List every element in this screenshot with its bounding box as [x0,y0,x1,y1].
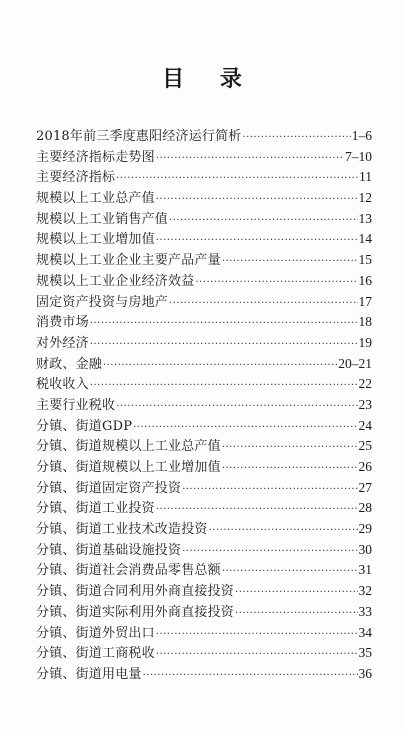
toc-leader-dots [156,500,358,519]
toc-entry[interactable] [36,188,372,209]
toc-entry-page: 35 [358,645,372,661]
toc-entry-page: 32 [358,583,372,599]
toc-leader-dots [222,252,358,271]
toc-leader-dots [169,211,357,230]
toc-entry-page: 33 [358,603,372,619]
table-of-contents [36,126,372,685]
toc-entry-label: 分镇、街道社会消费品零售总额 [36,563,221,579]
toc-entry[interactable] [36,333,372,354]
page-title: 目 录 [162,67,256,92]
toc-leader-dots [222,438,358,457]
toc-entry-label: 分镇、街道GDP [36,418,133,434]
toc-entry-page: 30 [358,541,372,557]
toc-entry-label: 分镇、街道工商税收 [36,646,155,662]
toc-leader-dots [90,376,358,395]
toc-entry[interactable] [36,519,372,540]
toc-entry-label: 规模以上工业企业主要产品产量 [36,253,221,269]
toc-entry-label: 2018年前三季度惠阳经济运行简析 [36,129,242,144]
toc-entry-page: 36 [358,665,372,681]
toc-entry-page: 16 [358,272,372,288]
toc-entry[interactable] [36,560,372,581]
toc-leader-dots [195,273,357,292]
toc-entry-page: 12 [358,190,372,206]
toc-entry-page: 29 [358,521,372,537]
toc-entry[interactable] [36,478,372,499]
toc-entry-page: 15 [358,252,372,268]
toc-entry-label: 税收收入 [36,377,89,393]
toc-entry-page: 14 [358,231,372,247]
toc-entry-label: 规模以上工业企业经济效益 [36,273,195,289]
toc-entry-label: 主要经济指标 [36,170,116,186]
toc-entry[interactable] [36,147,372,168]
toc-leader-dots [116,397,357,416]
toc-entry-page: 26 [358,459,372,474]
toc-leader-dots [182,542,357,561]
toc-entry-page: 31 [358,562,372,578]
toc-entry[interactable] [36,623,372,644]
toc-entry[interactable] [36,498,372,519]
toc-entry[interactable] [36,209,372,230]
toc-leader-dots [242,128,350,147]
toc-entry-label: 规模以上工业增加值 [36,232,155,248]
toc-leader-dots [169,294,357,313]
toc-entry-page: 7–10 [345,148,372,164]
toc-entry[interactable] [36,250,372,271]
toc-leader-dots [209,521,358,540]
toc-entry-page: 11 [359,169,372,185]
toc-entry[interactable] [36,354,372,375]
toc-entry[interactable] [36,374,372,395]
toc-entry-label: 消费市场 [36,315,89,331]
toc-leader-dots [90,335,358,354]
toc-entry-page: 13 [358,210,372,226]
toc-leader-dots [156,190,358,209]
toc-entry-label: 分镇、街道工业技术改造投资 [36,522,208,538]
toc-entry-page: 19 [358,334,372,350]
toc-leader-dots [156,231,358,250]
toc-entry-page: 17 [358,293,372,309]
toc-entry-page: 20–21 [338,355,372,371]
toc-entry[interactable] [36,457,372,478]
toc-entry-label: 分镇、街道用电量 [36,666,142,682]
toc-entry[interactable] [36,312,372,333]
toc-entry-label: 分镇、街道工业投资 [36,501,155,517]
toc-entry-label: 规模以上工业销售产值 [36,211,169,227]
toc-leader-dots [90,314,358,333]
toc-leader-dots [156,645,358,664]
toc-entry[interactable] [36,581,372,602]
toc-entry-page: 23 [358,396,372,412]
toc-entry-label: 分镇、街道规模以上工业增加值 [36,460,221,475]
toc-entry[interactable] [36,602,372,623]
toc-leader-dots [116,169,358,188]
toc-entry[interactable] [36,643,372,664]
toc-entry[interactable] [36,292,372,313]
toc-entry[interactable] [36,540,372,561]
toc-leader-dots [235,604,357,623]
toc-leader-dots [156,149,344,168]
toc-entry-label: 分镇、街道合同利用外商直接投资 [36,584,235,600]
toc-entry[interactable] [36,271,372,292]
toc-entry-page: 25 [358,438,372,454]
toc-entry-label: 分镇、街道外贸出口 [36,625,155,641]
toc-entry-label: 主要行业税收 [36,397,116,413]
toc-entry-label: 分镇、街道实际利用外商直接投资 [36,604,235,620]
toc-entry-label: 规模以上工业总产值 [36,191,155,207]
toc-entry-label: 对外经济 [36,335,89,351]
toc-leader-dots [143,666,358,685]
toc-entry-page: 22 [358,376,372,392]
toc-entry-label: 财政、金融 [36,356,103,372]
toc-entry-page: 24 [358,417,372,433]
toc-entry[interactable] [36,416,372,437]
toc-leader-dots [156,625,358,644]
toc-entry-label: 固定资产投资与房地产 [36,294,169,310]
toc-leader-dots [182,480,357,499]
toc-entry-page: 34 [358,624,372,640]
toc-leader-dots [222,459,358,478]
toc-entry-label: 分镇、街道固定资产投资 [36,480,182,496]
toc-entry-label: 主要经济指标走势图 [36,149,155,165]
toc-entry[interactable] [36,229,372,250]
toc-leader-dots [133,418,357,437]
toc-leader-dots [235,583,357,602]
toc-entry-label: 分镇、街道基础设施投资 [36,542,182,558]
toc-entry[interactable] [36,664,372,685]
toc-entry-page: 27 [358,479,372,495]
toc-entry[interactable] [36,436,372,457]
toc-entry-label: 分镇、街道规模以上工业总产值 [36,439,221,455]
toc-entry-page: 28 [358,500,372,516]
toc-entry[interactable] [36,167,372,188]
toc-leader-dots [103,356,337,375]
toc-entry-page: 1–6 [351,128,372,143]
toc-entry[interactable] [36,126,372,147]
toc-leader-dots [222,562,358,581]
toc-entry-page: 18 [358,314,372,330]
toc-entry[interactable] [36,395,372,416]
